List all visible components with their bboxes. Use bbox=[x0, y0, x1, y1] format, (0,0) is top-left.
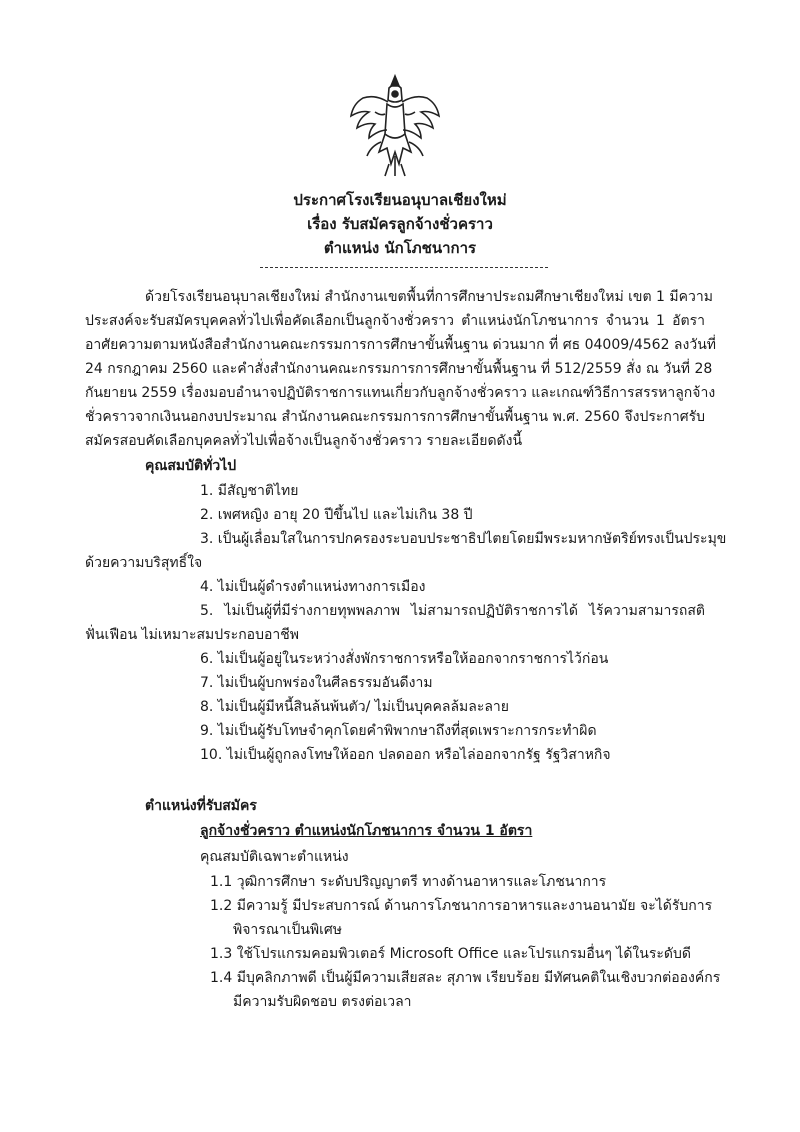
general-item: 4. ไม่เป็นผู้ดำรงตำแหน่งทางการเมือง bbox=[200, 579, 426, 595]
general-item: 2. เพศหญิง อายุ 20 ปีขึ้นไป และไม่เกิน 38 ปี bbox=[200, 507, 473, 523]
general-item-continuation: ฟั่นเฟือน ไม่เหมาะสมประกอบอาชีพ bbox=[85, 627, 299, 643]
general-item-continuation: ด้วยความบริสุทธิ์ใจ bbox=[85, 555, 203, 571]
intro-line: กันยายน 2559 เรื่องมอบอำนาจปฏิบัติราชการแทนเกี่ยวกับลูกจ้างชั่วคราว และเกณฑ์วิธีการสรรหาลูกจ้าง bbox=[85, 385, 716, 401]
specific-qualifications-heading: คุณสมบัติเฉพาะตำแหน่ง bbox=[200, 849, 349, 865]
specific-item: 1.4 มีบุคลิกภาพดี เป็นผู้มีความเสียสละ สุภาพ เรียบร้อย มีทัศนคติในเชิงบวกต่อองค์กร bbox=[210, 970, 721, 986]
intro-line: 24 กรกฎาคม 2560 และคำสั่งสำนักงานคณะกรรมการการศึกษาขั้นพื้นฐาน ที่ 512/2559 สั่ง ณ วันที่ 28 bbox=[85, 361, 713, 377]
intro-line: ประสงค์จะรับสมัครบุคคลทั่วไปเพื่อคัดเลือกเป็นลูกจ้างชั่วคราว ตำแหน่งนักโภชนาการ จำนวน 1 อัตรา bbox=[85, 313, 705, 329]
general-item: 9. ไม่เป็นผู้รับโทษจำคุกโดยคำพิพากษาถึงที่สุดเพราะการกระทำผิด bbox=[200, 723, 597, 739]
specific-item: 1.1 วุฒิการศึกษา ระดับปริญญาตรี ทางด้านอาหารและโภชนาการ bbox=[210, 874, 607, 890]
general-item: 1. มีสัญชาติไทย bbox=[200, 483, 299, 499]
general-item: 10. ไม่เป็นผู้ถูกลงโทษให้ออก ปลดออก หรือไล่ออกจากรัฐ รัฐวิสาหกิจ bbox=[200, 747, 611, 763]
general-item: 7. ไม่เป็นผู้บกพร่องในศีลธรรมอันดีงาม bbox=[200, 675, 433, 691]
general-item: 8. ไม่เป็นผู้มีหนี้สินล้นพ้นตัว/ ไม่เป็นบุคคลล้มละลาย bbox=[200, 699, 509, 715]
specific-item-continuation: มีความรับผิดชอบ ตรงต่อเวลา bbox=[233, 994, 412, 1010]
garuda-emblem bbox=[345, 72, 445, 180]
general-item: 3. เป็นผู้เลื่อมใสในการปกครองระบอบประชาธิปไตยโดยมีพระมหากษัตริย์ทรงเป็นประมุข bbox=[200, 531, 727, 547]
announcement-position: ตำแหน่ง นักโภชนาการ bbox=[323, 239, 477, 257]
header-divider bbox=[260, 267, 548, 268]
general-item: 6. ไม่เป็นผู้อยู่ในระหว่างสั่งพักราชการหรือให้ออกจากราชการไว้ก่อน bbox=[200, 651, 609, 667]
general-qualifications-heading: คุณสมบัติทั่วไป bbox=[145, 458, 237, 474]
intro-line: ด้วยโรงเรียนอนุบาลเชียงใหม่ สำนักงานเขตพื้นที่การศึกษาประถมศึกษาเชียงใหม่ เขต 1 มีความ bbox=[145, 289, 713, 305]
position-title: ลูกจ้างชั่วคราว ตำแหน่งนักโภชนาการ จำนวน 1 อัตรา bbox=[200, 823, 533, 839]
specific-item: 1.2 มีความรู้ มีประสบการณ์ ด้านการโภชนาการอาหารและงานอนามัย จะได้รับการ bbox=[210, 898, 713, 914]
announcement-title: ประกาศโรงเรียนอนุบาลเชียงใหม่ bbox=[293, 191, 507, 209]
general-item: 5. ไม่เป็นผู้ที่มีร่างกายทุพพลภาพ ไม่สามารถปฏิบัติราชการได้ ไร้ความสามารถสติ bbox=[200, 603, 705, 619]
specific-item: 1.3 ใช้โปรแกรมคอมพิวเตอร์ Microsoft Office และโปรแกรมอื่นๆ ได้ในระดับดี bbox=[210, 946, 691, 962]
positions-heading: ตำแหน่งที่รับสมัคร bbox=[145, 798, 257, 814]
specific-item-continuation: พิจารณาเป็นพิเศษ bbox=[233, 922, 343, 938]
intro-line: ชั่วคราวจากเงินนอกงบประมาณ สำนักงานคณะกรรมการการศึกษาขั้นพื้นฐาน พ.ศ. 2560 จึงประกาศรับ bbox=[85, 409, 705, 425]
intro-line: สมัครสอบคัดเลือกบุคคลทั่วไปเพื่อจ้างเป็นลูกจ้างชั่วคราว รายละเอียดดังนี้ bbox=[85, 433, 523, 449]
intro-line: อาศัยความตามหนังสือสำนักงานคณะกรรมการการศึกษาขั้นพื้นฐาน ด่วนมาก ที่ ศธ 04009/4562 ลงวันที่ bbox=[85, 337, 717, 353]
announcement-subject: เรื่อง รับสมัครลูกจ้างชั่วคราว bbox=[307, 215, 493, 233]
